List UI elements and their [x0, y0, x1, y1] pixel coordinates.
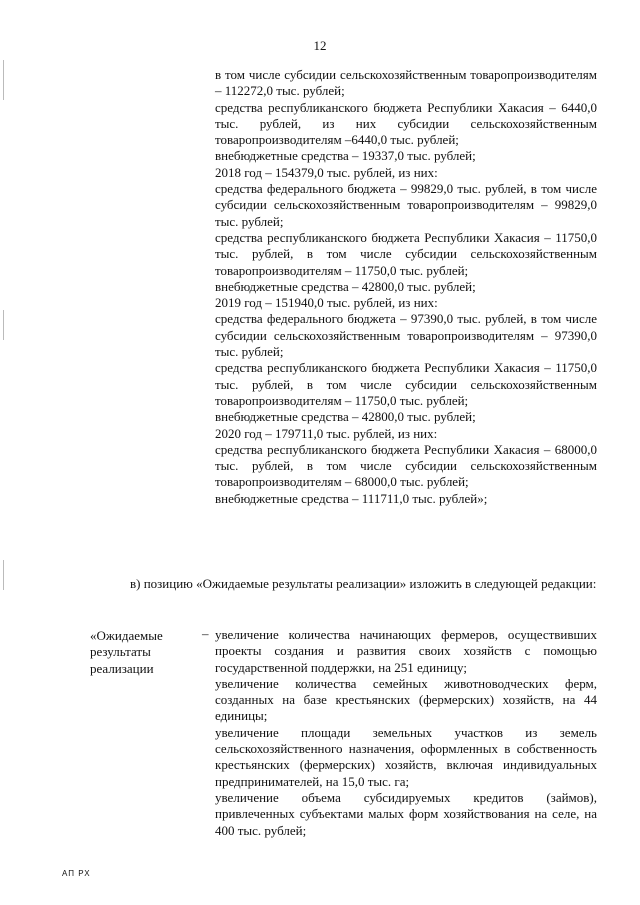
result-item: увеличение площади земельных участков из земель сельскохозяйственного назначения, оформленных в собственность крестьянских (фермерских) хозяйств, включая индивидуальных предпринимателей, на 15,0 тыс. га;	[215, 724, 597, 789]
left-margin-line-mid	[3, 310, 4, 340]
results-block	[215, 627, 597, 839]
financing-paragraph: средства федерального бюджета – 97390,0 тыс. рублей, в том числе субсидии сельскохозяйственным товаропроизводителям – 97390,0 тыс. рублей;	[215, 311, 597, 360]
financing-paragraph: средства республиканского бюджета Республики Хакасия – 68000,0 тыс. рублей, в том числе субсидии сельскохозяйственным товаропроизводителям – 68000,0 тыс. рублей;	[215, 441, 597, 490]
financing-paragraph: в том числе субсидии сельскохозяйственным товаропроизводителям – 112272,0 тыс. рублей;	[215, 67, 597, 99]
financing-paragraph: 2019 год – 151940,0 тыс. рублей, из них:	[215, 295, 438, 311]
financing-paragraph: средства республиканского бюджета Республики Хакасия – 11750,0 тыс. рублей, в том числе субсидии сельскохозяйственным товаропроизводителям – 11750,0 тыс. рублей;	[215, 229, 597, 278]
financing-paragraph: средства республиканского бюджета Республики Хакасия – 11750,0 тыс. рублей, в том числе субсидии сельскохозяйственным товаропроизводителям – 11750,0 тыс. рублей;	[215, 360, 597, 408]
financing-block	[215, 67, 597, 507]
results-label-line: результаты	[90, 644, 151, 660]
left-margin-line-top	[3, 60, 4, 100]
page-number: 12	[313, 38, 327, 53]
financing-paragraph: внебюджетные средства – 19337,0 тыс. рублей;	[215, 148, 476, 164]
results-label	[90, 628, 200, 677]
footer-mark: АП РХ	[62, 869, 91, 878]
financing-paragraph: внебюджетные средства – 42800,0 тыс. рублей;	[215, 409, 476, 425]
results-label-line: «Ожидаемые	[90, 628, 163, 643]
financing-paragraph: 2020 год – 179711,0 тыс. рублей, из них:	[215, 425, 438, 441]
left-margin-line-bottom	[3, 560, 4, 590]
amendment-intro-text: в) позицию «Ожидаемые результаты реализации» изложить в следующей редакции:	[130, 576, 597, 591]
result-item: увеличение количества начинающих фермеров, осуществивших проекты создания и развития своих хозяйств с помощью государственной поддержки, на 251 единицу;	[215, 627, 597, 675]
amendment-intro	[90, 575, 597, 592]
financing-paragraph: внебюджетные средства – 42800,0 тыс. рублей;	[215, 278, 476, 294]
financing-paragraph: внебюджетные средства – 111711,0 тыс. рублей»;	[215, 490, 488, 506]
result-item: увеличение объема субсидируемых кредитов (займов), привлеченных субъектами малых форм хозяйствования на селе, на 400 тыс. рублей;	[215, 789, 597, 838]
results-label-line: реализации	[90, 660, 154, 676]
result-item: увеличение количества семейных животноводческих ферм, созданных на базе крестьянских (фермерских) хозяйств, на 44 единицы;	[215, 675, 597, 724]
financing-paragraph: средства республиканского бюджета Республики Хакасия – 6440,0 тыс. рублей, из них субсидии сельскохозяйственным товаропроизводителям –6440,0 тыс. рублей;	[215, 99, 597, 148]
financing-paragraph: 2018 год – 154379,0 тыс. рублей, из них:	[215, 164, 438, 180]
financing-paragraph: средства федерального бюджета – 99829,0 тыс. рублей, в том числе субсидии сельскохозяйственным товаропроизводителям – 99829,0 тыс. рублей;	[215, 181, 597, 229]
label-dash: –	[202, 626, 209, 641]
